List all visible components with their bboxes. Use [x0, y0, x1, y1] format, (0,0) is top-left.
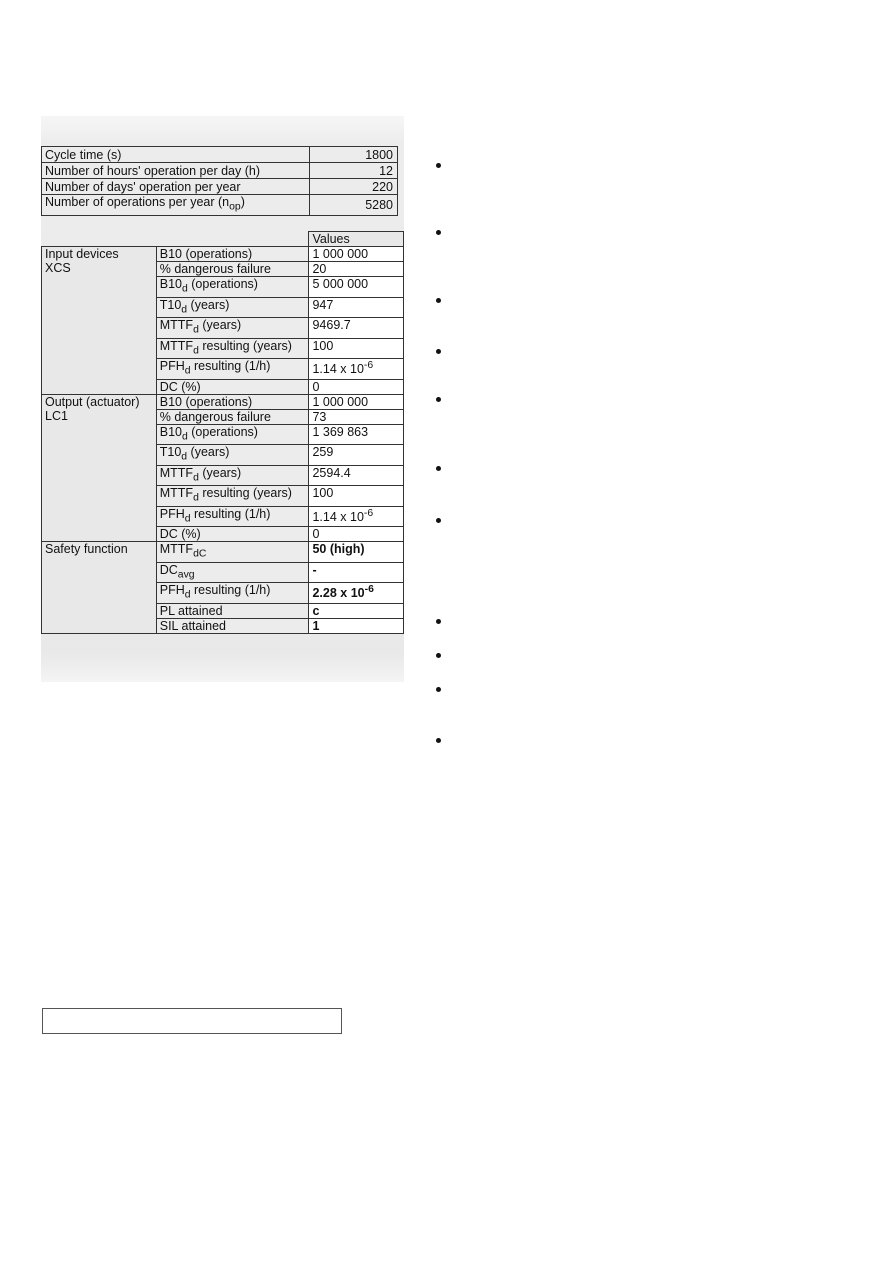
group-label: Safety function [42, 542, 157, 634]
parameter-value: 1 369 863 [309, 424, 404, 445]
ops-label: Number of hours' operation per day (h) [42, 163, 310, 179]
ops-row [42, 179, 398, 195]
empty-input-box [42, 1008, 342, 1034]
parameter-value: 50 (high) [309, 542, 404, 563]
bullet-icon [436, 230, 441, 235]
ops-row [42, 163, 398, 179]
parameter-value: 1.14 x $10^{-6}$ [309, 506, 404, 527]
parameter-value: c [309, 603, 404, 618]
parameter-value: 259 [309, 445, 404, 466]
parameter-value: 1 000 000 [309, 247, 404, 262]
parameter-value: - [309, 562, 404, 583]
group-label: Input devices XCS [42, 247, 157, 395]
parameter-label: % dangerous failure [156, 262, 309, 277]
parameter-value: 947 [309, 297, 404, 318]
parameter-value: 73 [309, 409, 404, 424]
parameter-label: $DC_{avg}$ [156, 562, 309, 583]
parameter-value: 100 [309, 486, 404, 507]
parameter-label: SIL attained [156, 618, 309, 633]
parameter-label: $T10_d$ (years) [156, 297, 309, 318]
parameter-label: $MTTF_d$ resulting (years) [156, 338, 309, 359]
bullet-icon [436, 653, 441, 658]
bullet-icon [436, 349, 441, 354]
parameter-value: 1 [309, 618, 404, 633]
ops-value: 1800 [310, 147, 398, 163]
ops-value: 5280 [310, 195, 398, 216]
ops-label: Number of days' operation per year [42, 179, 310, 195]
parameter-label: B10 (operations) [156, 247, 309, 262]
bullet-icon [436, 163, 441, 168]
parameter-label: $B10_d$ (operations) [156, 277, 309, 298]
bullet-icon [436, 518, 441, 523]
operations-table [41, 146, 398, 216]
group-label: Output (actuator) LC1 [42, 394, 157, 542]
ops-label: Number of operations per year $(n_{op})$ [42, 195, 310, 216]
parameter-label: $MTTF_{dC}$ [156, 542, 309, 563]
parameter-label: $PFH_d$ resulting (1/h) [156, 583, 309, 604]
values-table [41, 231, 404, 634]
parameter-label: DC (%) [156, 527, 309, 542]
parameter-value: 1.14 x $10^{-6}$ [309, 359, 404, 380]
parameter-value: 0 [309, 379, 404, 394]
parameter-label: $MTTF_d$ (years) [156, 465, 309, 486]
bullet-icon [436, 397, 441, 402]
ops-row [42, 147, 398, 163]
parameter-value: 0 [309, 527, 404, 542]
parameter-label: $MTTF_d$ resulting (years) [156, 486, 309, 507]
values-header: Values [309, 232, 404, 247]
parameter-label: PL attained [156, 603, 309, 618]
ops-value: 220 [310, 179, 398, 195]
parameter-label: $B10_d$ (operations) [156, 424, 309, 445]
bullet-icon [436, 687, 441, 692]
parameter-value: 9469.7 [309, 318, 404, 339]
parameter-label: $PFH_d$ resulting (1/h) [156, 506, 309, 527]
parameter-label: $PFH_d$ resulting (1/h) [156, 359, 309, 380]
ops-row [42, 195, 398, 216]
bullet-icon [436, 738, 441, 743]
parameter-value: 1 000 000 [309, 394, 404, 409]
ops-label: Cycle time (s) [42, 147, 310, 163]
values-row [42, 394, 404, 409]
parameter-value: 2594.4 [309, 465, 404, 486]
parameter-value: 20 [309, 262, 404, 277]
bullet-icon [436, 619, 441, 624]
bullet-icon [436, 466, 441, 471]
parameter-value: 5 000 000 [309, 277, 404, 298]
parameter-label: $T10_d$ (years) [156, 445, 309, 466]
ops-value: 12 [310, 163, 398, 179]
parameter-label: B10 (operations) [156, 394, 309, 409]
parameter-label: $MTTF_d$ (years) [156, 318, 309, 339]
values-row [42, 247, 404, 262]
bullet-icon [436, 298, 441, 303]
values-header-row [42, 232, 404, 247]
parameter-label: % dangerous failure [156, 409, 309, 424]
parameter-value: 2.28 x $10^{-6}$ [309, 583, 404, 604]
parameter-value: 100 [309, 338, 404, 359]
values-row [42, 542, 404, 563]
parameter-label: DC (%) [156, 379, 309, 394]
